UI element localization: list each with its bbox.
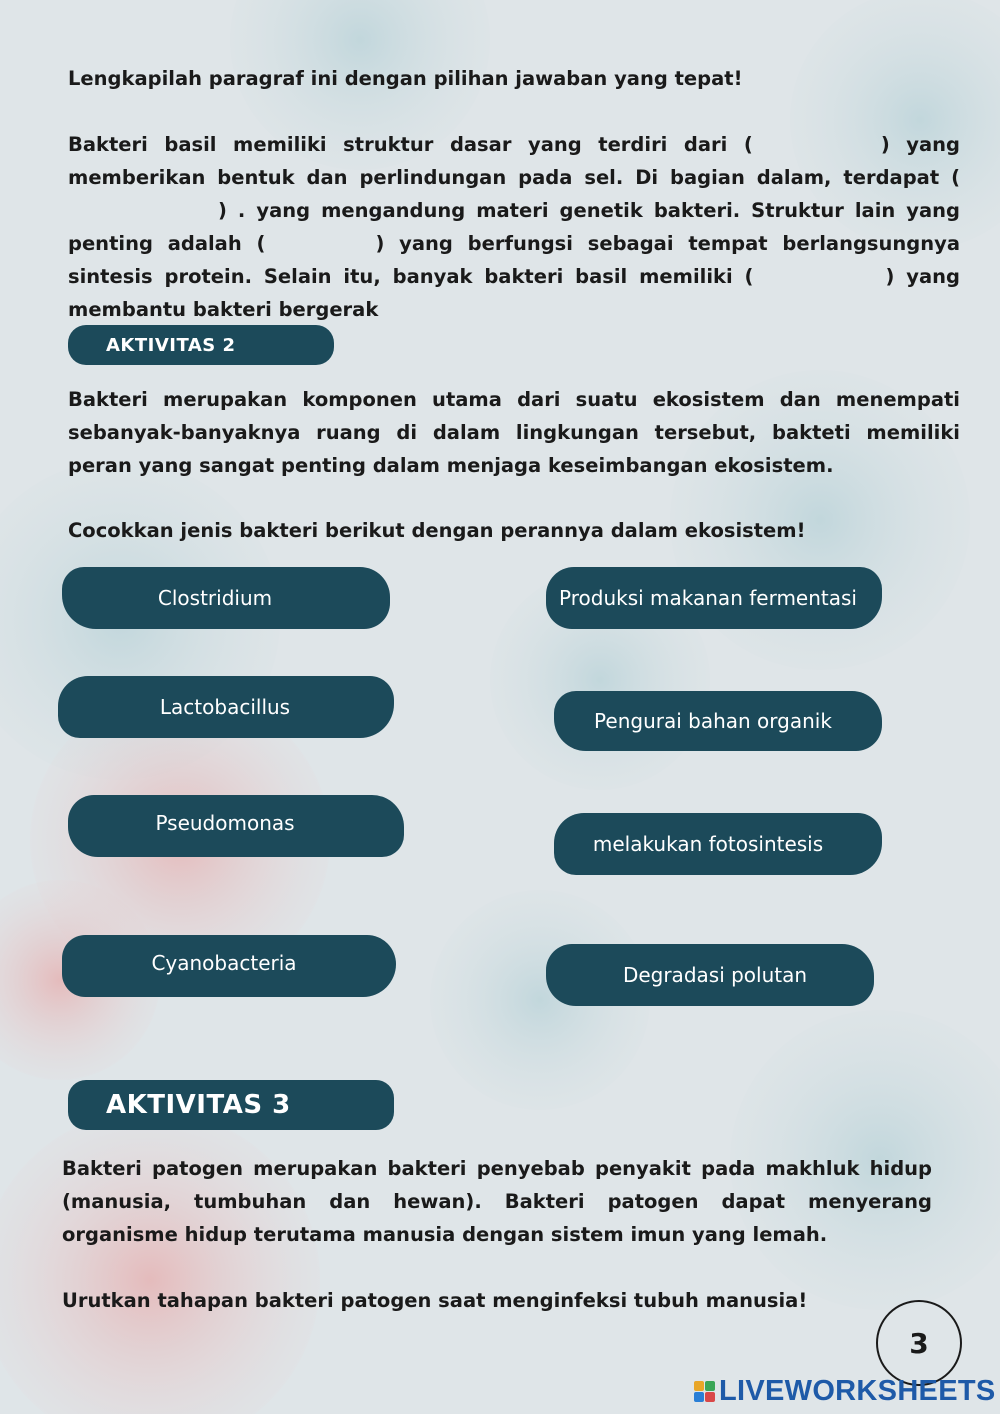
role-option[interactable] <box>554 813 882 875</box>
role-label: melakukan fotosintesis <box>592 832 824 856</box>
activity1-text-4: ) yang berfungsi sebagai tempat berlangsungnya sintesis protein. Selain itu, banyak bakteri basil memiliki ( <box>68 232 960 288</box>
brand-name: LIVEWORKSHEETS <box>719 1374 996 1407</box>
bacteria-option[interactable] <box>62 935 396 997</box>
activity2-banner <box>68 325 334 365</box>
bacteria-label: Cyanobacteria <box>151 951 297 975</box>
liveworksheets-logo[interactable] <box>694 1374 996 1408</box>
role-option[interactable] <box>554 691 882 751</box>
bacteria-option[interactable] <box>68 795 404 857</box>
role-option[interactable] <box>546 944 874 1006</box>
activity1-paragraph <box>68 128 960 326</box>
activity1-text-5: ) yang membantu bakteri bergerak <box>68 265 960 321</box>
role-label: Produksi makanan fermentasi <box>559 586 857 610</box>
activity2-instruction: Cocokkan jenis bakteri berikut dengan perannya dalam ekosistem! <box>68 519 806 542</box>
page-number-text: 3 <box>909 1326 929 1360</box>
role-label: Pengurai bahan organik <box>594 709 832 733</box>
activity2-title: AKTIVITAS 2 <box>106 334 236 356</box>
activity3-title: AKTIVITAS 3 <box>106 1090 291 1120</box>
bacteria-label: Clostridium <box>157 586 273 610</box>
activity1-text-1: Bakteri basil memiliki struktur dasar yang terdiri dari ( <box>68 133 753 156</box>
activity2-paragraph: Bakteri merupakan komponen utama dari suatu ekosistem dan menempati sebanyak-banyaknya ruang di dalam lingkungan tersebut, bakteti memiliki peran yang sangat penting dalam menjaga keseimbangan ekosistem. <box>68 388 960 477</box>
activity3-paragraph: Bakteri patogen merupakan bakteri penyebab penyakit pada makhluk hidup (manusia, tumbuhan dan hewan). Bakteri patogen dapat menyerang organisme hidup terutama manusia dengan sistem imun yang lemah. <box>62 1157 932 1246</box>
activity1-instruction: Lengkapilah paragraf ini dengan pilihan jawaban yang tepat! <box>68 67 743 90</box>
role-option[interactable] <box>546 567 882 629</box>
liveworksheets-logo-icon <box>694 1381 715 1402</box>
activity3-banner <box>68 1080 394 1130</box>
bacteria-option[interactable] <box>58 676 394 738</box>
bacteria-label: Pseudomonas <box>155 811 295 835</box>
activity1-text-3: ) . yang mengandung materi genetik bakteri. Struktur lain yang penting adalah ( <box>68 199 960 255</box>
activity3-instruction: Urutkan tahapan bakteri patogen saat menginfeksi tubuh manusia! <box>62 1289 808 1312</box>
bacteria-label: Lactobacillus <box>159 695 291 719</box>
activity1-text-2: ) yang memberikan bentuk dan perlindungan pada sel. Di bagian dalam, terdapat ( <box>68 133 960 189</box>
bacteria-option[interactable] <box>62 567 390 629</box>
role-label: Degradasi polutan <box>622 963 808 987</box>
